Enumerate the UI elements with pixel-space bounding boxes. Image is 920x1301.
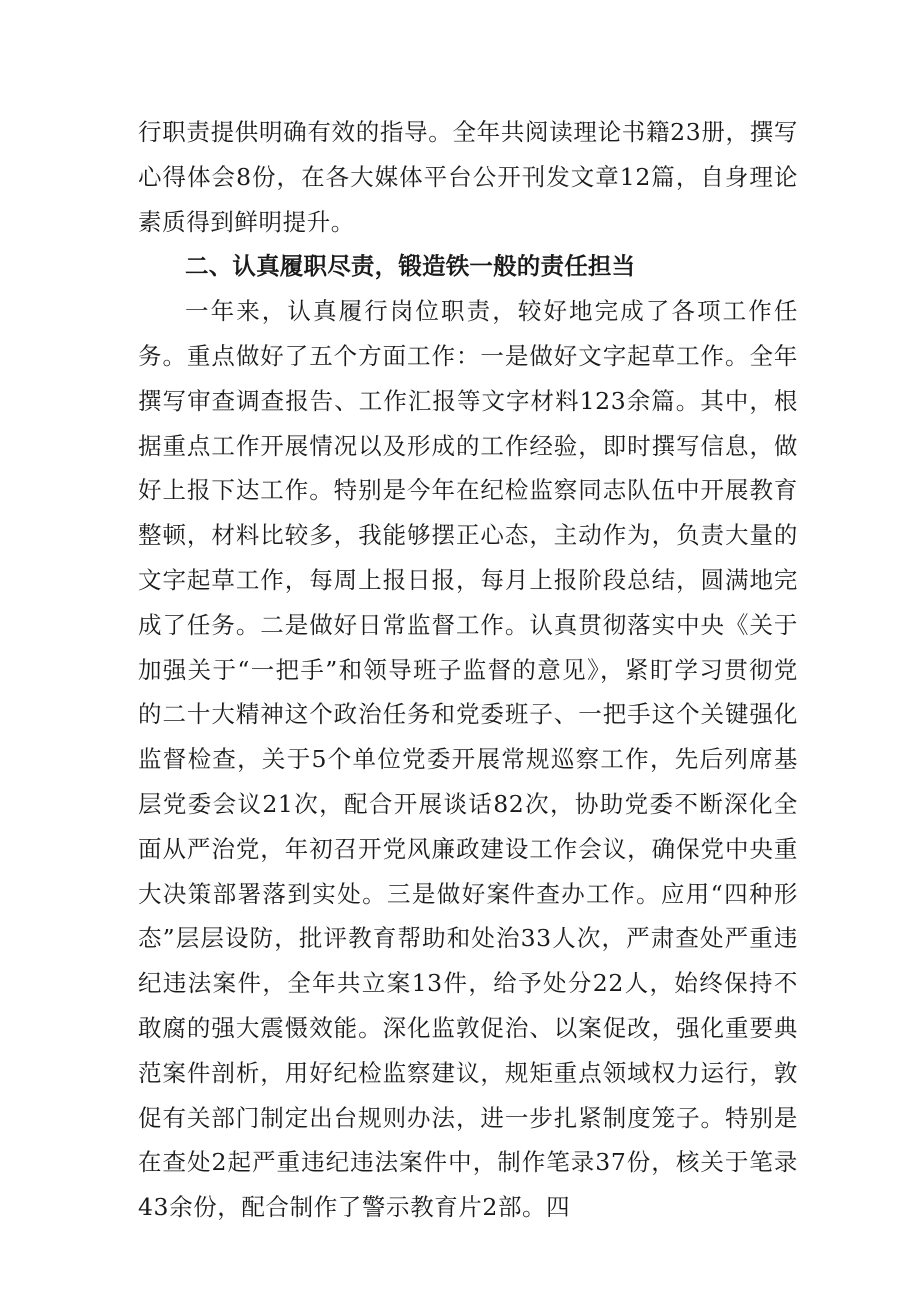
paragraph-duties: 一年来，认真履行岗位职责，较好地完成了各项工作任务。重点做好了五个方面工作：一是做好文字起草工作。全年撰写审查调查报告、工作汇报等文字材料123余篇。其中，根据重点工作开展情况以及形成的工作经验，即时撰写信息，做好上报下达工作。特别是今年在纪检监察同志队伍中开展教育整顿，材料比较多，我能够摆正心态，主动作为，负责大量的文字起草工作，每周上报日报，每月上报阶段总结，圆满地完成了任务。二是做好日常监督工作。认真贯彻落实中央《关于加强关于“一把手”和领导班子监督的意见》，紧盯学习贯彻党的二十大精神这个政治任务和党委班子、一把手这个关键强化监督检查，关于5个单位党委开展常规巡察工作，先后列席基层党委会议21次，配合开展谈话82次，协助党委不断深化全面从严治党，年初召开党风廉政建设工作会议，确保党中央重大决策部署落到实处。三是做好案件查办工作。应用“四种形态”层层设防，批评教育帮助和处治33人次，严肃查处严重违纪违法案件，全年共立案13件，给予处分22人，始终保持不敢腐的强大震慑效能。深化监敦促治、以案促改，强化重要典范案件剖析，用好纪检监察建议，规矩重点领域权力运行，敦促有关部门制定出台规则办法，进一步扎紧制度笼子。特别是在查处2起严重违纪违法案件中，制作笔录37份，核关于笔录43余份，配合制作了警示教育片2部。四 (138, 297, 798, 1222)
section-heading: 二、认真履职尽责，锻造铁一般的责任担当 (185, 252, 636, 281)
paragraph-continuation: 行职责提供明确有效的指导。全年共阅读理论书籍23册，撰写心得体会8份，在各大媒体平台公开刊发文章12篇，自身理论素质得到鲜明提升。 (138, 118, 798, 236)
document-body (138, 110, 798, 1230)
